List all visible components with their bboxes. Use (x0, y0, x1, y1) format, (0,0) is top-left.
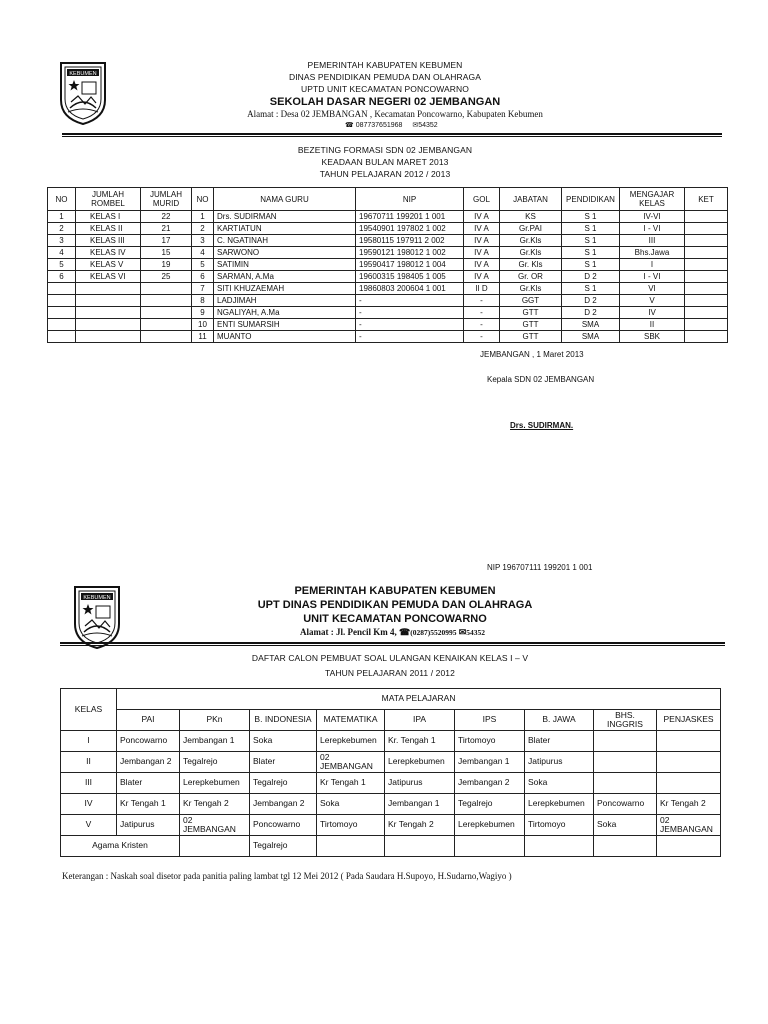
table-row (61, 731, 721, 752)
table-cell (685, 307, 728, 319)
table-cell: KS (500, 211, 562, 223)
table-cell: S 1 (562, 211, 620, 223)
table-cell: Tegalrejo (250, 773, 317, 794)
table-cell: Gr. Kls (500, 259, 562, 271)
subject-header-cell: B. INDONESIA (250, 710, 317, 731)
table-cell: 2 (192, 223, 214, 235)
table-cell: 9 (192, 307, 214, 319)
subject-header-cell: BHS. INGGRIS (594, 710, 657, 731)
table-cell: 02 JEMBANGAN (180, 815, 250, 836)
doc1-title3: TAHUN PELAJARAN 2012 / 2013 (319, 169, 451, 179)
table-cell (657, 731, 721, 752)
table-cell: - (464, 295, 500, 307)
table-cell: Poncowarno (594, 794, 657, 815)
table-cell: 19590121 198012 1 002 (356, 247, 464, 259)
table-row (48, 319, 728, 331)
table-cell (685, 319, 728, 331)
table-cell (76, 295, 141, 307)
table-cell: S 1 (562, 235, 620, 247)
letterhead2-address: Alamat : Jl. Pencil Km 4, (300, 627, 397, 637)
table-cell: 19670711 199201 1 001 (356, 211, 464, 223)
table-row (48, 307, 728, 319)
table-cell: Kr Tengah 2 (385, 815, 455, 836)
letterhead2-rule (60, 642, 725, 644)
doc2-title1: DAFTAR CALON PEMBUAT SOAL ULANGAN KENAIKAN KELAS I – V (251, 653, 529, 663)
table-cell: VI (620, 283, 685, 295)
table-cell: IV A (464, 259, 500, 271)
letterhead2-rule-thin (60, 645, 725, 646)
table-cell: - (464, 307, 500, 319)
table-cell (48, 295, 76, 307)
place-date: JEMBANGAN , 1 Maret 2013 (480, 350, 584, 359)
table-cell (76, 319, 141, 331)
table-cell: Blater (525, 731, 594, 752)
table-cell: Tegalrejo (180, 752, 250, 773)
table-cell: Jatipurus (525, 752, 594, 773)
table-cell: Jembangan 2 (117, 752, 180, 773)
footnote: Keterangan : Naskah soal disetor pada panitia paling lambat tgl 12 Mei 2012 ( Pada Saudara H.Supoyo, H.Sudarno,Wagiyo ) (62, 871, 512, 881)
mata-pelajaran-header: MATA PELAJARAN (117, 689, 721, 710)
phone-number: 087737651968 (355, 122, 403, 129)
table-cell: GTT (500, 319, 562, 331)
table-cell: - (356, 331, 464, 343)
table-cell: 3 (192, 235, 214, 247)
postal-code: 54352 (418, 122, 438, 129)
table-cell: 25 (141, 271, 192, 283)
letterhead2-line2: UPT DINAS PENDIDIKAN PEMUDA DAN OLAHRAGA (257, 599, 533, 611)
table-row (48, 271, 728, 283)
table-cell (685, 271, 728, 283)
table-row (48, 283, 728, 295)
table-cell: II D (464, 283, 500, 295)
table-row (61, 794, 721, 815)
table-cell: 19590417 198012 1 004 (356, 259, 464, 271)
header-cell: KET (685, 188, 728, 211)
table-cell: Lerepkebumen (180, 773, 250, 794)
table-cell (455, 836, 525, 857)
header-cell: PENDIDIKAN (562, 188, 620, 211)
table-cell: Jatipurus (117, 815, 180, 836)
table-cell: Gr.Kls (500, 235, 562, 247)
table-cell: 19540901 197802 1 002 (356, 223, 464, 235)
table-cell: IV A (464, 247, 500, 259)
table-cell: 21 (141, 223, 192, 235)
signer-nip: NIP 196707111 199201 1 001 (487, 563, 593, 572)
table-cell: NGALIYAH, A.Ma (214, 307, 356, 319)
table-cell: SITI KHUZAEMAH (214, 283, 356, 295)
table-row (48, 331, 728, 343)
header-cell: NAMA GURU (214, 188, 356, 211)
table-cell: GTT (500, 331, 562, 343)
table-cell: D 2 (562, 295, 620, 307)
table-cell: S 1 (562, 259, 620, 271)
table-cell: 3 (48, 235, 76, 247)
table-cell: SMA (562, 319, 620, 331)
header-cell: MENGAJAR KELAS (620, 188, 685, 211)
table-cell: S 1 (562, 283, 620, 295)
table-cell (685, 223, 728, 235)
table-cell (594, 731, 657, 752)
subject-header-cell: PENJASKES (657, 710, 721, 731)
table-cell: 1 (192, 211, 214, 223)
letterhead1-line1: PEMERINTAH KABUPATEN KEBUMEN (307, 60, 463, 70)
table-cell: SBK (620, 331, 685, 343)
header-cell: JUMLAH ROMBEL (76, 188, 141, 211)
signer-title: Kepala SDN 02 JEMBANGAN (487, 375, 595, 384)
table-cell: S 1 (562, 223, 620, 235)
subject-header-cell: PKn (180, 710, 250, 731)
kelas-cell: I (61, 731, 117, 752)
table-cell: I - VI (620, 271, 685, 283)
table-cell: Jembangan 1 (385, 794, 455, 815)
table-cell: 6 (48, 271, 76, 283)
subject-header-row (61, 710, 721, 731)
table-header-row (48, 188, 728, 211)
header-cell: GOL (464, 188, 500, 211)
table-cell: Poncowarno (117, 731, 180, 752)
subject-header-cell: IPA (385, 710, 455, 731)
table-cell: GGT (500, 295, 562, 307)
table-cell: S 1 (562, 247, 620, 259)
table-cell: Lerepkebumen (385, 752, 455, 773)
kelas-cell: V (61, 815, 117, 836)
agama-kristen-label: Agama Kristen (61, 836, 180, 857)
svg-text:KEBUMEN: KEBUMEN (83, 595, 111, 601)
svg-text:KEBUMEN: KEBUMEN (69, 71, 97, 77)
letterhead2-address-line (300, 627, 485, 638)
table-cell (141, 295, 192, 307)
letterhead1-line3: UPTD UNIT KECAMATAN PONCOWARNO (301, 84, 469, 94)
table-cell: GTT (500, 307, 562, 319)
table-cell: KELAS III (76, 235, 141, 247)
table-cell: Blater (250, 752, 317, 773)
table-cell: - (356, 319, 464, 331)
table-cell: Gr.PAI (500, 223, 562, 235)
table-cell: 17 (141, 235, 192, 247)
letterhead1-line2: DINAS PENDIDIKAN PEMUDA DAN OLAHRAGA (288, 72, 482, 82)
doc1-title1: BEZETING FORMASI SDN 02 JEMBANGAN (297, 145, 473, 155)
subject-header-cell: PAI (117, 710, 180, 731)
table-cell: SARWONO (214, 247, 356, 259)
table-cell (685, 295, 728, 307)
letterhead2-line1: PEMERINTAH KABUPATEN KEBUMEN (294, 585, 496, 597)
kelas-cell: II (61, 752, 117, 773)
table-cell: Kr Tengah 1 (317, 773, 385, 794)
table-cell: 22 (141, 211, 192, 223)
table-header-row (61, 689, 721, 710)
table-cell (48, 307, 76, 319)
kelas-header: KELAS (61, 689, 117, 731)
table-cell: SATIMIN (214, 259, 356, 271)
table-cell: 10 (192, 319, 214, 331)
kebumen-logo-top (58, 60, 108, 126)
table-cell: Lerepkebumen (317, 731, 385, 752)
envelope-icon: ✉ (458, 627, 467, 637)
table-cell (48, 283, 76, 295)
table-cell: Tirtomoyo (525, 815, 594, 836)
table-cell: Bhs.Jawa (620, 247, 685, 259)
table-cell: IV A (464, 223, 500, 235)
envelope-icon: ✉ (412, 122, 419, 129)
table-cell: Jembangan 1 (180, 731, 250, 752)
table-cell (141, 307, 192, 319)
table-cell: SMA (562, 331, 620, 343)
table-cell: 11 (192, 331, 214, 343)
school-name: SEKOLAH DASAR NEGERI 02 JEMBANGAN (269, 96, 501, 108)
table-cell (76, 307, 141, 319)
table-cell: Soka (525, 773, 594, 794)
header-cell: JABATAN (500, 188, 562, 211)
table-cell: 19860803 200604 1 001 (356, 283, 464, 295)
doc2-title2: TAHUN PELAJARAN 2011 / 2012 (325, 668, 455, 678)
phone-number: (0287)5520995 (410, 628, 457, 637)
table-cell (385, 836, 455, 857)
table-cell: 19600315 198405 1 005 (356, 271, 464, 283)
table-cell (48, 319, 76, 331)
table-cell: SARMAN, A.Ma (214, 271, 356, 283)
table-cell: KELAS I (76, 211, 141, 223)
table-cell (594, 773, 657, 794)
table-cell (141, 319, 192, 331)
table-cell: C. NGATINAH (214, 235, 356, 247)
subject-header-cell: B. JAWA (525, 710, 594, 731)
table-cell: 19580115 197911 2 002 (356, 235, 464, 247)
table-cell: - (464, 331, 500, 343)
table-cell: Soka (317, 794, 385, 815)
table-cell (685, 235, 728, 247)
table-cell: ENTI SUMARSIH (214, 319, 356, 331)
table-cell: Poncowarno (250, 815, 317, 836)
table-row (61, 836, 721, 857)
table-cell: I (620, 259, 685, 271)
table-cell: III (620, 235, 685, 247)
table-cell: 4 (48, 247, 76, 259)
table-cell: IV A (464, 211, 500, 223)
table-cell (594, 836, 657, 857)
table-cell: KELAS VI (76, 271, 141, 283)
table-cell: IV (620, 307, 685, 319)
table-row (48, 259, 728, 271)
table-cell: IV A (464, 271, 500, 283)
table-cell: Lerepkebumen (455, 815, 525, 836)
table-cell (76, 283, 141, 295)
phone-icon: ☎ (345, 122, 354, 129)
table-row (61, 773, 721, 794)
letterhead1-rule-thin (62, 136, 722, 137)
table-cell: 15 (141, 247, 192, 259)
table-cell (685, 211, 728, 223)
table-cell (685, 283, 728, 295)
table-row (48, 223, 728, 235)
table-cell: KELAS V (76, 259, 141, 271)
table-cell (657, 752, 721, 773)
table-cell: Soka (594, 815, 657, 836)
table-cell: Gr.Kls (500, 283, 562, 295)
letterhead2-line3: UNIT KECAMATAN PONCOWARNO (303, 613, 487, 625)
table-cell: Jembangan 2 (250, 794, 317, 815)
table-cell: D 2 (562, 271, 620, 283)
table-cell: II (620, 319, 685, 331)
table-cell: - (356, 295, 464, 307)
table-cell: 4 (192, 247, 214, 259)
table-cell (180, 836, 250, 857)
table-cell: KELAS IV (76, 247, 141, 259)
table-cell (685, 247, 728, 259)
table-cell: Jatipurus (385, 773, 455, 794)
table-cell (76, 331, 141, 343)
table-cell: Jembangan 1 (455, 752, 525, 773)
table-row (48, 295, 728, 307)
table-cell (525, 836, 594, 857)
table-cell: Gr.Kls (500, 247, 562, 259)
table-cell: KARTIATUN (214, 223, 356, 235)
table-cell: - (356, 307, 464, 319)
table-cell (141, 283, 192, 295)
header-cell: NIP (356, 188, 464, 211)
header-cell: NO (192, 188, 214, 211)
school-address: Alamat : Desa 02 JEMBANGAN , Kecamatan Poncowarno, Kabupaten Kebumen (247, 109, 543, 119)
table-cell: Kr Tengah 2 (657, 794, 721, 815)
table-cell: KELAS II (76, 223, 141, 235)
table-cell (657, 773, 721, 794)
subject-header-cell: IPS (455, 710, 525, 731)
table-cell: IV A (464, 235, 500, 247)
table-cell: 8 (192, 295, 214, 307)
kebumen-logo-bottom (72, 584, 122, 650)
table-cell: IV-VI (620, 211, 685, 223)
table-cell: Lerepkebumen (525, 794, 594, 815)
table-cell: 5 (48, 259, 76, 271)
table-cell (317, 836, 385, 857)
table-cell: Kr Tengah 2 (180, 794, 250, 815)
table-cell: V (620, 295, 685, 307)
table-cell: Soka (250, 731, 317, 752)
doc1-title2: KEADAAN BULAN MARET 2013 (321, 157, 449, 167)
table-cell: 02 JEMBANGAN (317, 752, 385, 773)
table-cell: Kr. Tengah 1 (385, 731, 455, 752)
table-cell: - (464, 319, 500, 331)
header-cell: JUMLAH MURID (141, 188, 192, 211)
table-cell: Kr Tengah 1 (117, 794, 180, 815)
table-row (48, 211, 728, 223)
table-cell: 7 (192, 283, 214, 295)
table-cell: Tirtomoyo (455, 731, 525, 752)
table-row (48, 247, 728, 259)
table-cell (48, 331, 76, 343)
kelas-cell: III (61, 773, 117, 794)
table-cell: Jembangan 2 (455, 773, 525, 794)
exam-makers-table (60, 688, 721, 857)
signer-name: Drs. SUDIRMAN. (510, 421, 574, 430)
table-cell: Gr. OR (500, 271, 562, 283)
table-row (48, 235, 728, 247)
table-row (61, 815, 721, 836)
postal-code: 54352 (466, 628, 485, 637)
contact-line-top (345, 121, 438, 129)
table-cell: 6 (192, 271, 214, 283)
header-cell: NO (48, 188, 76, 211)
table-cell (685, 259, 728, 271)
subject-header-cell: MATEMATIKA (317, 710, 385, 731)
table-cell: MUANTO (214, 331, 356, 343)
table-cell (657, 836, 721, 857)
kelas-cell: IV (61, 794, 117, 815)
table-cell: Tirtomoyo (317, 815, 385, 836)
table-cell: I - VI (620, 223, 685, 235)
table-cell: 2 (48, 223, 76, 235)
table-cell: Tegalrejo (250, 836, 317, 857)
table-cell: Blater (117, 773, 180, 794)
table-cell: Drs. SUDIRMAN (214, 211, 356, 223)
table-cell: 1 (48, 211, 76, 223)
table-cell (594, 752, 657, 773)
table-cell (685, 331, 728, 343)
table-cell: 19 (141, 259, 192, 271)
table-cell: 5 (192, 259, 214, 271)
phone-icon: ☎ (398, 627, 411, 637)
bezeting-table (47, 187, 728, 343)
table-cell: LADJIMAH (214, 295, 356, 307)
table-cell: 02 JEMBANGAN (657, 815, 721, 836)
table-cell: D 2 (562, 307, 620, 319)
letterhead1-rule (62, 133, 722, 135)
table-cell (141, 331, 192, 343)
table-cell: Tegalrejo (455, 794, 525, 815)
table-row (61, 752, 721, 773)
